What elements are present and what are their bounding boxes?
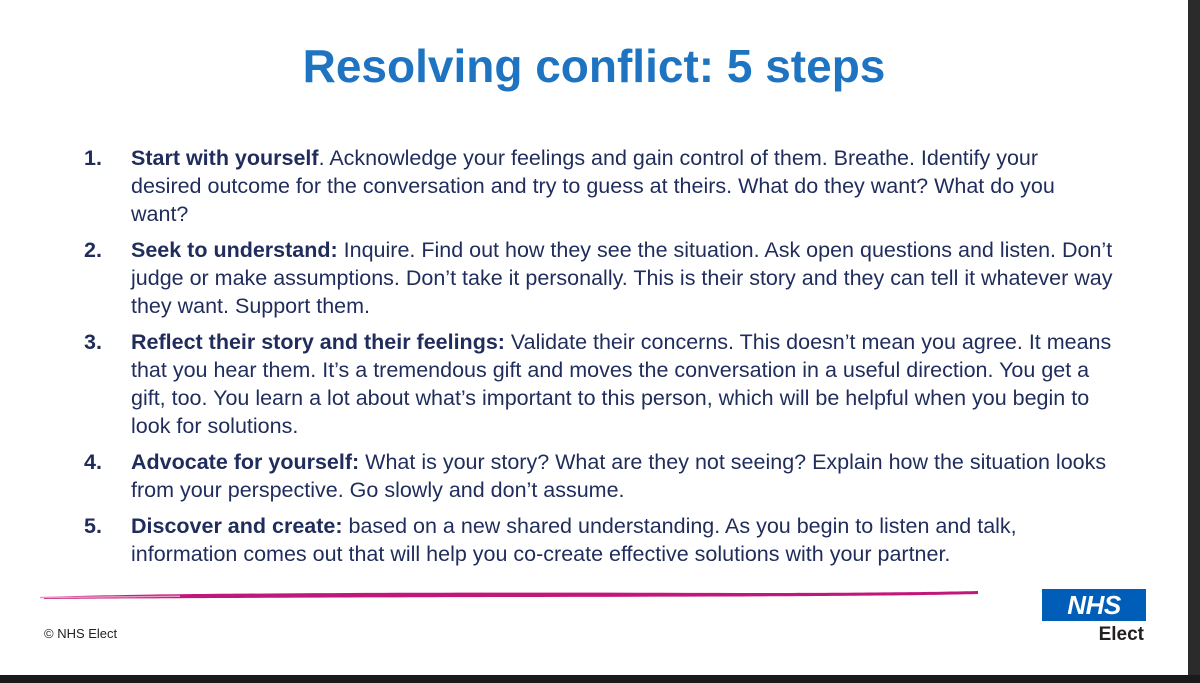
step-number: 5. xyxy=(84,514,102,538)
step-item-1 xyxy=(84,144,1114,228)
step-heading: Seek to understand: xyxy=(131,238,338,262)
step-heading: Advocate for yourself: xyxy=(131,450,360,474)
step-text: Validate their concerns. This doesn’t mean you agree. It means that you hear them. It’s a tremendous gift and moves the conversation in a useful direction. You get a gift, too. You learn a lot about what’s important to this person, which will be helpful when you begin to look for solutions. xyxy=(131,330,1112,438)
step-number: 1. xyxy=(84,146,102,170)
step-item-4 xyxy=(84,448,1114,504)
steps-list xyxy=(84,144,1114,576)
step-text: based on a new shared understanding. As you begin to listen and talk, information comes out that will help you co-create effective solutions with your partner. xyxy=(131,514,1017,566)
step-item-2 xyxy=(84,236,1114,320)
step-text: Inquire. Find out how they see the situation. Ask open questions and listen. Don’t judge or make assumptions. Don’t take it personally. This is their story and they can tell it whatever way they want. Support them. xyxy=(131,238,1113,318)
step-number: 3. xyxy=(84,330,102,354)
window-bottom-edge xyxy=(0,675,1200,683)
step-number: 4. xyxy=(84,450,102,474)
step-heading: Discover and create: xyxy=(131,514,343,538)
step-heading: Reflect their story and their feelings: xyxy=(131,330,505,354)
step-item-3 xyxy=(84,328,1114,440)
nhs-elect-logo xyxy=(1040,589,1146,647)
slide-title: Resolving conflict: 5 steps xyxy=(302,40,886,92)
step-item-5 xyxy=(84,512,1114,568)
nhs-logo-box: NHS xyxy=(1042,589,1146,621)
elect-logo-text: Elect xyxy=(1098,624,1144,645)
step-heading: Start with yourself xyxy=(131,146,319,170)
window-right-edge xyxy=(1188,0,1200,683)
step-text: What is your story? What are they not seeing? Explain how the situation looks from your perspective. Go slowly and don’t assume. xyxy=(131,450,1107,502)
step-number: 2. xyxy=(84,238,102,262)
pink-divider-swoosh xyxy=(40,588,982,602)
step-text: . Acknowledge your feelings and gain control of them. Breathe. Identify your desired outcome for the conversation and try to guess at theirs. What do they want? What do you want? xyxy=(131,146,1055,226)
copyright-text: © NHS Elect xyxy=(44,626,118,641)
